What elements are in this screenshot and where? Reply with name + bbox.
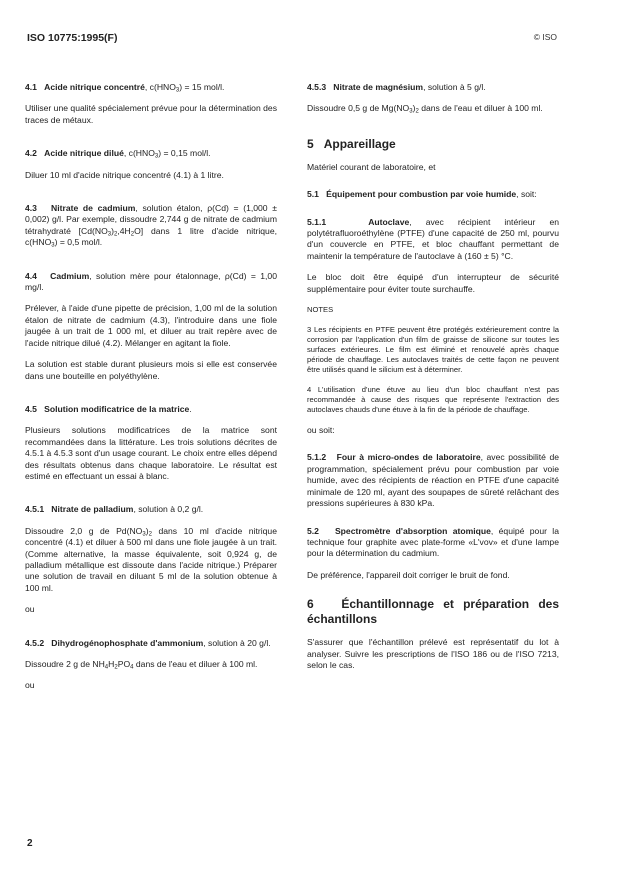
section-number: 5.1 — [307, 189, 319, 200]
text: ) — [111, 225, 115, 236]
text: , solution à 20 g/l. — [203, 637, 271, 648]
section-number: 5.2 — [307, 525, 319, 536]
section-number: 4.5.3 — [307, 82, 327, 92]
section-number: 5.1.2 — [307, 452, 327, 463]
subscript: 3 — [107, 231, 112, 238]
text: H — [108, 659, 115, 669]
paragraph-5-1-2 — [307, 452, 559, 509]
subscript: 2 — [114, 664, 118, 671]
text: Dissoudre 2,0 g de Pd(NO — [25, 525, 143, 536]
left-column — [25, 82, 277, 692]
text: , solution à 5 g/l. — [423, 82, 486, 92]
heading-4-2 — [25, 148, 277, 159]
text: PO — [117, 659, 131, 669]
text: , solution à 0,2 g/l. — [133, 504, 204, 515]
formula: , c(HNO — [123, 148, 155, 159]
alternative-ou: ou — [25, 604, 35, 615]
text: , avec possibilité de programmation, spécialement prévu pour combustion par voie humide, avec des récipients de réaction en PTFE d'une capacité minimale de 120 ml, ayant des soupapes de sûreté relâchant des pressions supérieures à 830 kPa. — [307, 452, 560, 509]
section-title: Nitrate de cadmium — [51, 203, 136, 214]
heading-4-5 — [25, 404, 277, 415]
copyright-notice: © ISO — [533, 32, 557, 42]
heading-5-1 — [307, 189, 559, 200]
text: dans de l'eau et diluer à 100 ml. — [133, 659, 258, 669]
paragraph — [307, 103, 559, 114]
text: , soit: — [516, 189, 537, 200]
section-number: 4.3 — [25, 203, 37, 214]
section-title: Four à micro-ondes de laboratoire — [336, 452, 481, 463]
paragraph: Utiliser une qualité spécialement prévue pour la détermination des traces de métaux. — [25, 103, 277, 125]
text: dans 10 ml d'acide nitrique concentré (4.1) et diluer à 500 ml dans une fiole jaugée à un trait. (Comme alternative, la masse équivalente, soit 0,924 g, de palladium métallique est dissoute dans l'acide nitrique.) Préparer une solution de travail en diluant 5 ml de la solution obtenue à 100 ml. — [25, 525, 277, 593]
paragraph-5-2 — [307, 526, 559, 560]
subscript: 3 — [142, 531, 146, 538]
section-title: Acide nitrique dilué — [44, 148, 124, 159]
section-title: Autoclave — [368, 216, 410, 227]
section-number: 4.1 — [25, 82, 37, 92]
formula-value: ) = 15 mol/l. — [179, 82, 225, 92]
subscript: 2 — [114, 231, 118, 238]
subscript: 2 — [148, 531, 152, 538]
text: Dissoudre 0,5 g de Mg(NO — [307, 103, 410, 114]
section-title: Nitrate de magnésium — [333, 82, 424, 92]
notes-heading: NOTES — [307, 305, 334, 315]
text: ) = 0,5 mol/l. — [54, 237, 103, 248]
section-title: Échantillonnage et préparation des échantillons — [307, 597, 559, 627]
alternative-ou-soit: ou soit: — [307, 425, 335, 436]
section-title: Acide nitrique concentré — [44, 82, 145, 92]
heading-6 — [307, 597, 559, 627]
paragraph — [25, 526, 277, 594]
section-title: Spectromètre d'absorption atomique — [334, 525, 491, 536]
paragraph — [25, 659, 277, 670]
section-title: Appareillage — [323, 136, 396, 151]
section-number: 4.4 — [25, 270, 37, 281]
subscript: 3 — [409, 108, 413, 115]
paragraph: Prélever, à l'aide d'une pipette de précision, 1,00 ml de la solution étalon de nitrate de cadmium (4.3), l'introduire dans une fiole jaugée à un trait de 1 000 ml, et diluer au trait repère avec de l'acide nitrique dilué (4.2). Mélanger en agitant la fiole. — [25, 303, 277, 348]
paragraph: Diluer 10 ml d'acide nitrique concentré (4.1) à 1 litre. — [25, 169, 224, 180]
heading-4-1 — [25, 82, 277, 93]
section-title: Nitrate de palladium — [51, 504, 134, 515]
text: dans de l'eau et diluer à 100 ml. — [418, 103, 543, 114]
section-title: Dihydrogénophosphate d'ammonium — [51, 637, 204, 648]
section-title: Cadmium — [50, 270, 90, 281]
paragraph: S'assurer que l'échantillon prélevé est représentatif du lot à analyser. Suivre les prescriptions de l'ISO 186 ou de l'ISO 7213, selon le cas. — [307, 637, 559, 670]
paragraph: Le bloc doit être équipé d'un interrupteur de sécurité supplémentaire pour éviter toute surchauffe. — [307, 272, 559, 294]
text: , solution mère pour étalonnage, ρ(Cd) = 1,00 mg/l. — [25, 270, 277, 293]
text: ,4H — [117, 225, 131, 236]
heading-5 — [307, 137, 559, 152]
text: . — [189, 403, 192, 414]
heading-4-5-2 — [25, 638, 277, 649]
formula-value: ) = 0,15 mol/l. — [158, 148, 211, 159]
paragraph: De préférence, l'appareil doit corriger le bruit de fond. — [307, 569, 510, 580]
section-number: 4.5 — [25, 403, 37, 414]
subscript: 3 — [51, 242, 55, 249]
section-title: Solution modificatrice de la matrice — [44, 403, 190, 414]
section-number: 6 — [307, 597, 314, 612]
text: ) — [412, 103, 416, 114]
heading-4-5-3 — [307, 82, 559, 93]
note-4: 4 L'utilisation d'une étuve au lieu d'un bloc chauffant n'est pas recommandée à cause des risques que représente l'extraction des autoclaves chauds d'une étuve à la fin de la période de chauffage. — [307, 385, 559, 415]
heading-4-5-1 — [25, 504, 277, 515]
subscript: 3 — [154, 153, 159, 160]
paragraph: Plusieurs solutions modificatrices de la matrice sont recommandées dans la littérature. Les trois solutions décrites de 4.5.1 à 4.5.3 sont d'un usage courant. Le choix entre elles dépend des résultats obtenus dans chaque laboratoire. Le résultat est estimé en effectuant un essai à blanc. — [25, 425, 277, 481]
text: , équipé pour la technique four graphite avec plate-forme «L'vov» et d'une lampe pour la détermination du cadmium. — [307, 525, 559, 559]
text: , avec récipient intérieur en polytétrafluoroéthylène (PTFE) d'une capacité de 250 ml, pourvu d'un couvercle en PTFE, et bloc chauffant permettant de maintenir la température de l'autoclave à (160 ± 5) °C. — [307, 216, 559, 261]
paragraph-4-4 — [25, 271, 277, 294]
note-3: 3 Les récipients en PTFE peuvent être protégés extérieurement contre la corrosion par l'application d'un film de graisse de silicone sur toutes les surfaces extérieures. Le film est éliminé et renouvelé après chaque période de chauffage. Les autoclaves traités de cette façon ne peuvent être utilisés quand le silicium est à déterminer. — [307, 325, 559, 375]
text: ) — [145, 525, 149, 536]
paragraph-4-3 — [25, 203, 277, 249]
paragraph: Matériel courant de laboratoire, et — [307, 161, 436, 172]
subscript: 4 — [130, 664, 134, 671]
subscript: 3 — [175, 87, 180, 94]
text: O] dans 1 litre d'acide nitrique, c(HNO — [25, 225, 278, 248]
text: , solution étalon, ρ(Cd) = (1,000 ± 0,002) g/l. Par exemple, dissoudre 2,744 g de nitrate de cadmium tétrahydraté [Cd(NO — [25, 203, 277, 236]
section-number: 4.5.1 — [25, 504, 45, 515]
right-column — [307, 82, 559, 671]
section-number: 4.2 — [25, 148, 37, 159]
section-title: Équipement pour combustion par voie humide — [326, 189, 517, 200]
section-number: 4.5.2 — [25, 637, 45, 648]
text: Dissoudre 2 g de NH — [25, 659, 105, 669]
subscript: 4 — [104, 664, 109, 671]
page-number: 2 — [27, 838, 33, 849]
subscript: 2 — [415, 108, 419, 115]
paragraph: La solution est stable durant plusieurs mois si elle est conservée dans une bouteille en polyéthylène. — [25, 359, 277, 381]
section-number: 5.1.1 — [307, 216, 327, 227]
alternative-ou: ou — [25, 680, 35, 691]
section-number: 5 — [307, 136, 314, 151]
standard-number: ISO 10775:1995(F) — [27, 32, 118, 44]
paragraph-5-1-1 — [307, 217, 559, 263]
subscript: 2 — [130, 231, 135, 238]
formula: , c(HNO — [144, 82, 176, 92]
